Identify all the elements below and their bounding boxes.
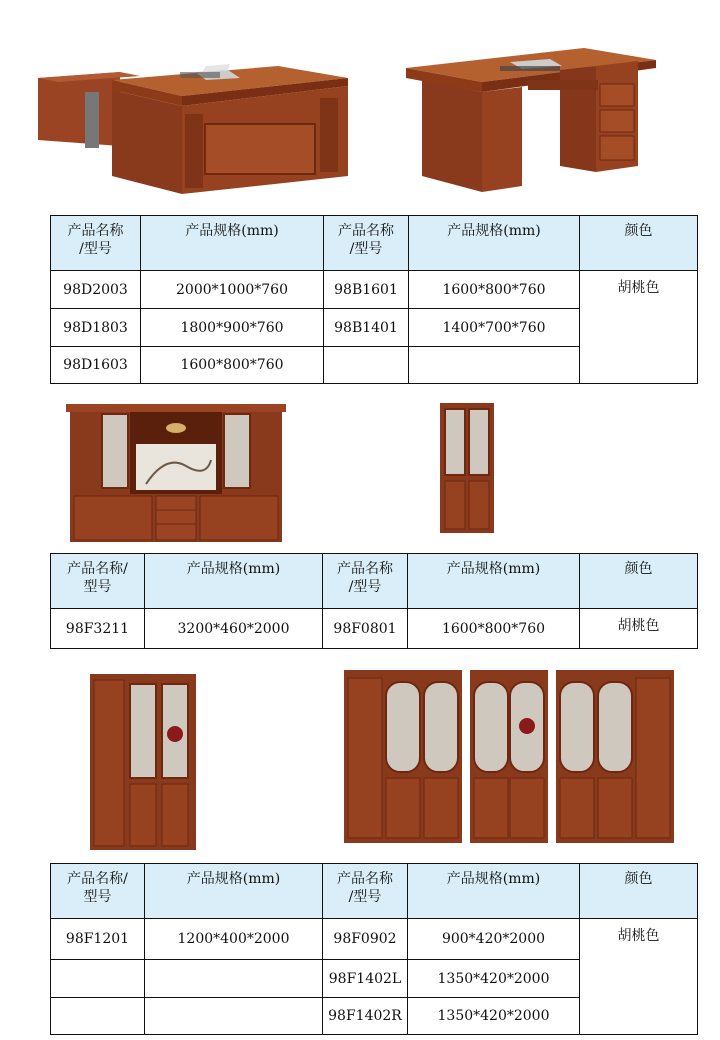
header-text: 产品名称 /型号 [337,871,393,905]
header-spec [145,554,323,609]
header-spec [409,216,580,271]
bookcase-set-photo [344,670,674,845]
spec-cell: 3200*460*2000 [145,609,323,649]
table-row [51,919,698,960]
color-cell: 胡桃色 [580,271,698,384]
header-text: 产品规格(mm) [447,223,541,239]
header-color [580,216,698,271]
header-product-name [51,864,145,919]
header-product-name [51,216,141,271]
header-color [580,554,698,609]
spec-cell: 1350*420*2000 [408,998,580,1035]
model-cell [51,960,145,998]
model-cell: 98F0902 [323,919,408,960]
spec-cell: 1200*400*2000 [145,919,323,960]
three-door-bookcase-photo [90,674,196,850]
model-cell: 98B1601 [324,271,409,309]
executive-desk-photo [30,36,360,201]
wall-cabinet-photo [66,404,286,544]
header-text: 产品规格(mm) [186,561,281,577]
model-cell: 98D1603 [51,347,141,384]
two-door-bookcase-photo [440,403,494,533]
header-spec [145,864,323,919]
header-text: 颜色 [624,871,653,887]
spec-cell: 1400*700*760 [409,309,580,347]
spec-cell: 2000*1000*760 [141,271,324,309]
model-cell: 98B1401 [324,309,409,347]
spec-cell [145,998,323,1035]
color-cell: 胡桃色 [580,919,698,1035]
header-text: 产品名称 /型号 [337,561,393,595]
header-product-name [324,216,409,271]
header-color [580,864,698,919]
header-spec [141,216,324,271]
header-text: 产品名称/ 型号 [67,871,128,905]
model-cell [51,998,145,1035]
model-cell [324,347,409,384]
spec-cell: 1800*900*760 [141,309,324,347]
model-cell: 98F0801 [323,609,408,649]
header-spec [408,554,580,609]
spec-table-desks [50,215,698,384]
spec-cell [409,347,580,384]
spec-cell: 1600*800*760 [409,271,580,309]
spec-cell: 1600*800*760 [141,347,324,384]
model-cell: 98F1402L [323,960,408,998]
header-text: 产品名称 /型号 [338,223,394,257]
spec-table-bookcases [50,863,698,1035]
header-text: 产品规格(mm) [446,871,541,887]
header-text: 产品名称 /型号 [67,223,124,257]
model-cell: 98F1201 [51,919,145,960]
model-cell: 98F1402R [323,998,408,1035]
model-cell: 98D1803 [51,309,141,347]
header-text: 颜色 [624,561,653,577]
header-spec [408,864,580,919]
spec-cell: 1600*800*760 [408,609,580,649]
header-text: 颜色 [624,223,653,239]
header-product-name [323,864,408,919]
office-desk-photo [400,36,660,201]
spec-table-cabinets [50,553,698,649]
spec-cell [145,960,323,998]
header-text: 产品规格(mm) [186,871,281,887]
header-product-name [51,554,145,609]
model-cell: 98D2003 [51,271,141,309]
header-text: 产品名称/ 型号 [67,561,128,595]
header-product-name [323,554,408,609]
spec-cell: 1350*420*2000 [408,960,580,998]
header-text: 产品规格(mm) [446,561,541,577]
table-row [51,609,698,649]
model-cell: 98F3211 [51,609,145,649]
color-cell: 胡桃色 [580,609,698,649]
header-text: 产品规格(mm) [185,223,279,239]
table-row [51,271,698,309]
spec-cell: 900*420*2000 [408,919,580,960]
